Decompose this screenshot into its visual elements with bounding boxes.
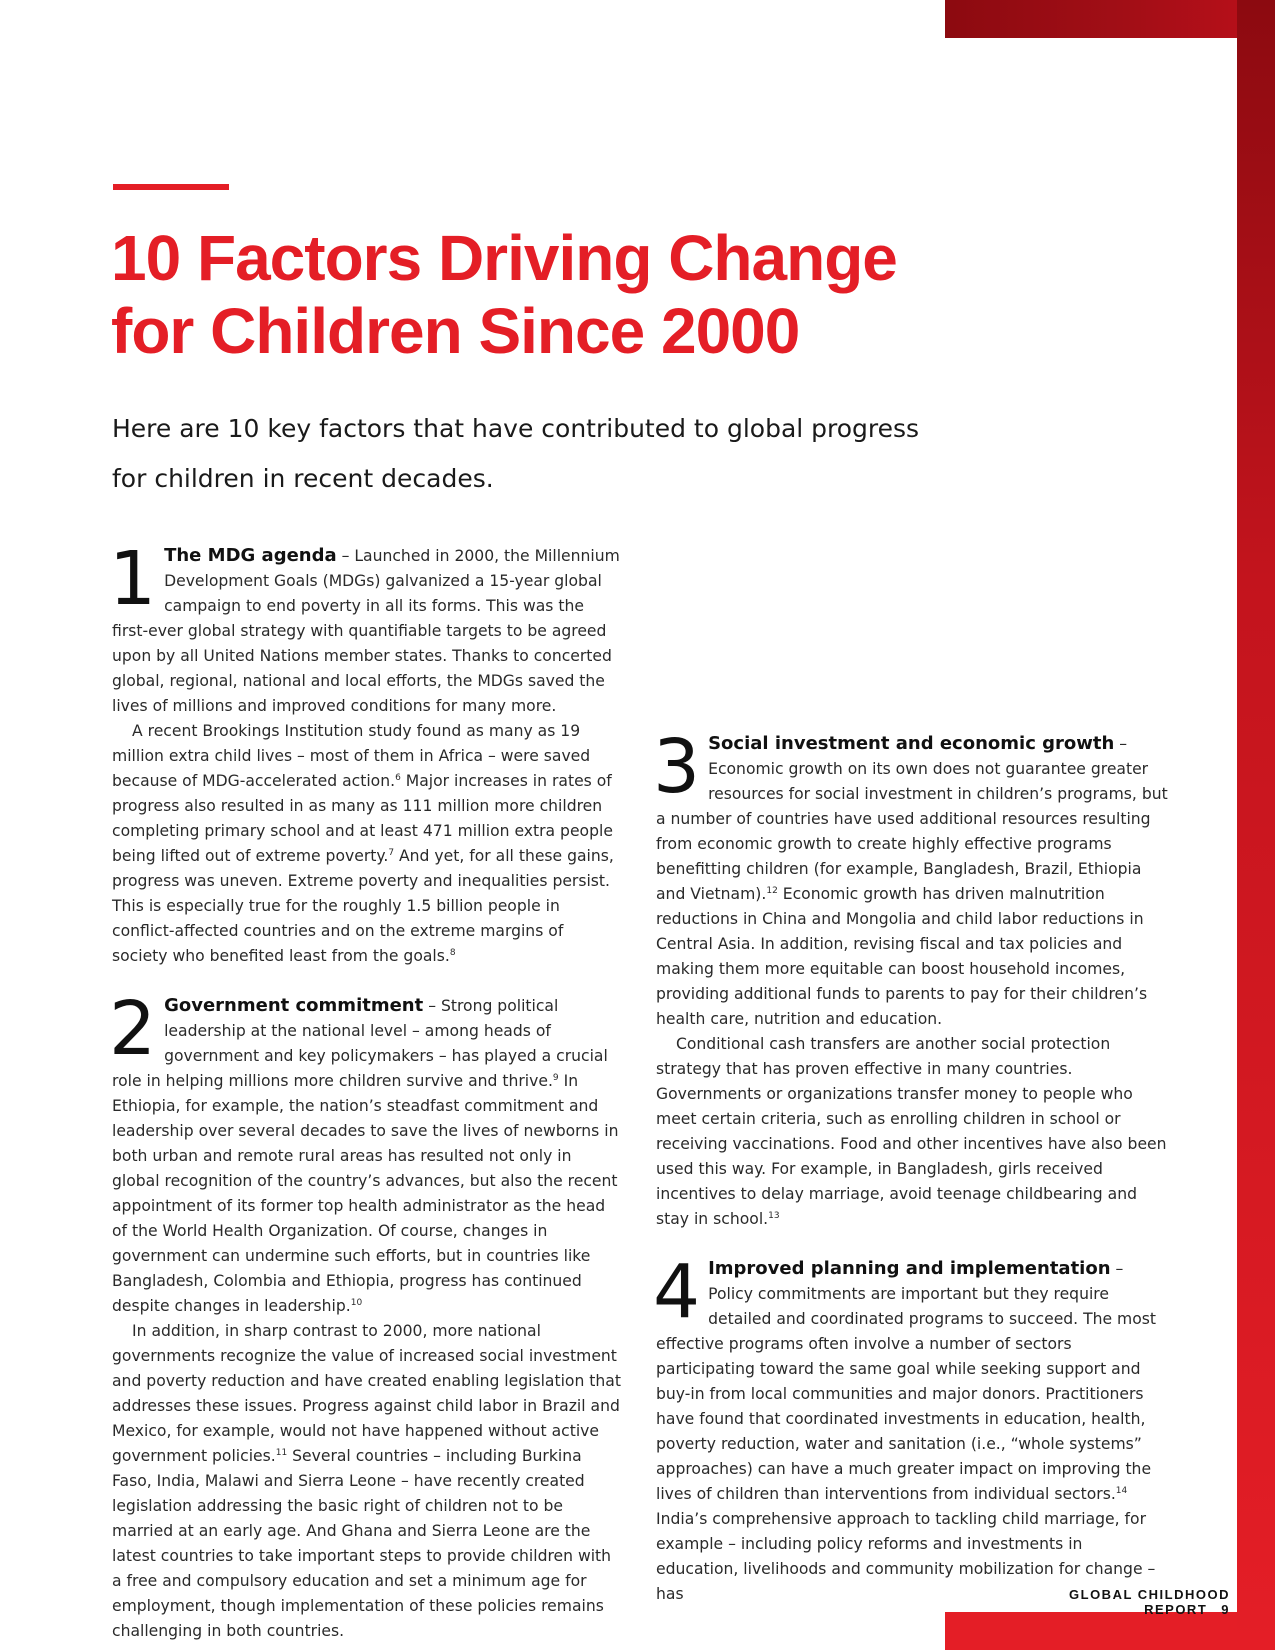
- section-2-text-2b: Several countries – including Burkina Faso, India, Malawi and Sierra Leone – have recently created legislation addressing the basic right of children not to be married at an early age. And Ghana and Sierra Leone are the latest countries to take important steps to provide children with a free and compulsory education and set a minimum age for employment, though implementation of these policies remains challenging in both countries.: [112, 1447, 612, 1640]
- section-1: [109, 536, 622, 969]
- section-4: [653, 1249, 1168, 1607]
- section-2: [109, 986, 622, 1644]
- section-4-heading: Improved planning and implementation: [708, 1258, 1111, 1279]
- footnote-12: 12: [766, 885, 778, 896]
- section-4-text-1b: India’s comprehensive approach to tackling child marriage, for example – including policy reforms and investments in education, livelihoods and community mobilization for change – has: [656, 1510, 1156, 1603]
- section-2-number: 2: [109, 986, 157, 1072]
- footnote-6: 6: [395, 772, 401, 783]
- section-1-text-2c: And yet, for all these gains, progress was uneven. Extreme poverty and inequalities persist. This is especially true for the roughly 1.5 billion people in conflict-affected countries and on the extreme margins of society who benefited least from the goals.: [112, 847, 614, 965]
- footnote-11: 11: [275, 1447, 288, 1458]
- section-4-paragraph-1: [653, 1249, 1168, 1607]
- section-1-paragraph-2: [112, 719, 622, 969]
- section-2-text-2a: In addition, in sharp contrast to 2000, more national governments recognize the value of increased social investment and poverty reduction and have created enabling legislation that addresses these issues. Progress against child labor in Brazil and Mexico, for example, would not have happened without active government policies.: [112, 1322, 621, 1465]
- section-2-paragraph-1: [109, 986, 622, 1319]
- page-footer: [990, 1587, 1230, 1617]
- footnote-14: 14: [1115, 1485, 1128, 1496]
- footnote-9: 9: [552, 1072, 559, 1083]
- left-column: [109, 536, 622, 1644]
- section-2-text-1b: In Ethiopia, for example, the nation’s steadfast commitment and leadership over several decades to save the lives of newborns in both urban and remote rural areas has resulted not only in global recognition of the country’s advances, but also the recent appointment of its former top health administrator as the head of the World Health Organization. Of course, changes in government can undermine such efforts, but in countries like Bangladesh, Colombia and Ethiopia, progress has continued despite changes in leadership.: [112, 1072, 619, 1315]
- footnote-13: 13: [768, 1210, 780, 1221]
- section-3-text-2a: Conditional cash transfers are another social protection strategy that has proven effective in many countries. Governments or organizations transfer money to people who meet certain criteria, such as enrolling children in school or receiving vaccinations. Food and other incentives have also been used this way. For example, in Bangladesh, girls received incentives to delay marriage, avoid teenage childbearing and stay in school.: [656, 1035, 1167, 1228]
- footnote-8: 8: [449, 947, 456, 958]
- section-3-paragraph-2: [656, 1032, 1168, 1232]
- section-1-text-2b: Major increases in rates of progress also resulted in as many as 111 million more children completing primary school and at least 471 million extra people being lifted out of extreme poverty.: [112, 772, 613, 865]
- title-accent-rule: [113, 184, 229, 190]
- section-4-number: 4: [653, 1249, 701, 1335]
- section-2-heading: Government commitment: [164, 995, 424, 1016]
- top-red-band: [945, 0, 1237, 38]
- footer-report-name: GLOBAL CHILDHOOD REPORT: [1069, 1587, 1230, 1617]
- section-1-heading: The MDG agenda: [164, 545, 337, 566]
- page-number: 9: [1221, 1602, 1230, 1617]
- page-subtitle-line-2: for children in recent decades.: [112, 464, 494, 493]
- footnote-7: 7: [388, 847, 395, 858]
- section-1-text-2a: A recent Brookings Institution study found as many as 19 million extra child lives – most of them in Africa – were saved because of MDG-accelerated action.: [112, 722, 591, 790]
- page-title-line-1: 10 Factors Driving Change: [111, 222, 897, 294]
- section-1-paragraph-1: [109, 536, 622, 719]
- side-red-band: [1237, 0, 1275, 1650]
- section-3-paragraph-1: [653, 724, 1168, 1032]
- section-3-number: 3: [653, 724, 701, 810]
- section-1-number: 1: [109, 536, 157, 622]
- section-2-paragraph-2: [112, 1319, 622, 1644]
- section-3-text-1b: Economic growth has driven malnutrition reductions in China and Mongolia and child labor reductions in Central Asia. In addition, revising fiscal and tax policies and making them more equitable can boost household incomes, providing additional funds to parents to pay for their children’s health care, nutrition and education.: [656, 885, 1148, 1028]
- page-title: [111, 222, 911, 368]
- section-1-text-1: – Launched in 2000, the Millennium Development Goals (MDGs) galvanized a 15-year global campaign to end poverty in all its forms. This was the first-ever global strategy with quantifiable targets to be agreed upon by all United Nations member states. Thanks to concerted global, regional, national and local efforts, the MDGs saved the lives of millions and improved conditions for many more.: [112, 547, 620, 715]
- footnote-10: 10: [350, 1297, 363, 1308]
- right-column: [653, 543, 1168, 1607]
- section-4-text-1a: – Policy commitments are important but they require detailed and coordinated programs to succeed. The most effective programs often involve a number of sectors participating toward the same goal while seeking support and buy-in from local communities and major donors. Practitioners have found that coordinated investments in education, health, poverty reduction, water and sanitation (i.e., “whole systems” approaches) can have a much greater impact on improving the lives of children than interventions from individual sectors.: [656, 1260, 1157, 1503]
- page-subtitle-line-1: Here are 10 key factors that have contributed to global progress: [112, 414, 920, 443]
- page-title-line-2: for Children Since 2000: [111, 295, 800, 367]
- section-3-text-1a: – Economic growth on its own does not guarantee greater resources for social investment in children’s programs, but a number of countries have used additional resources resulting from economic growth to create highly effective programs benefitting children (for example, Bangladesh, Brazil, Ethiopia and Vietnam).: [656, 735, 1168, 903]
- section-3: [653, 724, 1168, 1232]
- page-subtitle: [112, 404, 1012, 504]
- section-3-heading: Social investment and economic growth: [708, 733, 1115, 754]
- section-2-text-1a: – Strong political leadership at the national level – among heads of government and key policymakers – has played a crucial role in helping millions more children survive and thrive.: [112, 997, 608, 1090]
- bottom-red-band: [945, 1612, 1237, 1650]
